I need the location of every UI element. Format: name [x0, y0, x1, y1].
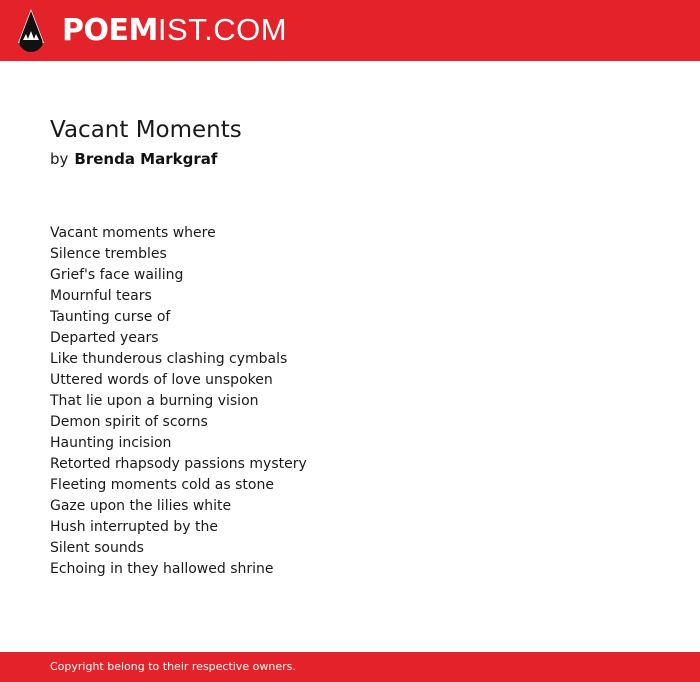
logo-text-light: IST.COM	[157, 12, 288, 47]
copyright-text: Copyright belong to their respective owners.	[50, 660, 296, 673]
author-name[interactable]: Brenda Markgraf	[74, 150, 218, 168]
poem-line: Departed years	[50, 330, 159, 346]
poem-line: Fleeting moments cold as stone	[50, 477, 274, 493]
poem-line: Echoing in they hallowed shrine	[50, 561, 274, 577]
poem-title: Vacant Moments	[50, 117, 242, 143]
poem-line: Vacant moments where	[50, 225, 216, 241]
poem-line: Like thunderous clashing cymbals	[50, 351, 288, 367]
poem-body	[50, 223, 650, 580]
poem-line: Silent sounds	[50, 540, 144, 556]
poem-content	[50, 114, 650, 580]
poem-line: Mournful tears	[50, 288, 152, 304]
site-logo[interactable]	[62, 12, 287, 48]
poem-line: Retorted rhapsody passions mystery	[50, 456, 307, 472]
pencil-tip-icon[interactable]	[18, 9, 44, 52]
by-label: by	[50, 150, 69, 168]
poem-line: Haunting incision	[50, 435, 172, 451]
site-header	[0, 0, 700, 61]
logo-text-bold: POEM	[62, 13, 158, 48]
poem-line: Gaze upon the lilies white	[50, 498, 232, 514]
poem-line: Taunting curse of	[50, 309, 171, 325]
poem-line: That lie upon a burning vision	[50, 393, 259, 409]
poem-line: Uttered words of love unspoken	[50, 372, 273, 388]
poem-line: Grief's face wailing	[50, 267, 184, 283]
byline	[50, 148, 650, 170]
poem-line: Hush interrupted by the	[50, 519, 218, 535]
site-footer	[0, 652, 700, 682]
poem-line: Demon spirit of scorns	[50, 414, 208, 430]
poem-line: Silence trembles	[50, 246, 167, 262]
